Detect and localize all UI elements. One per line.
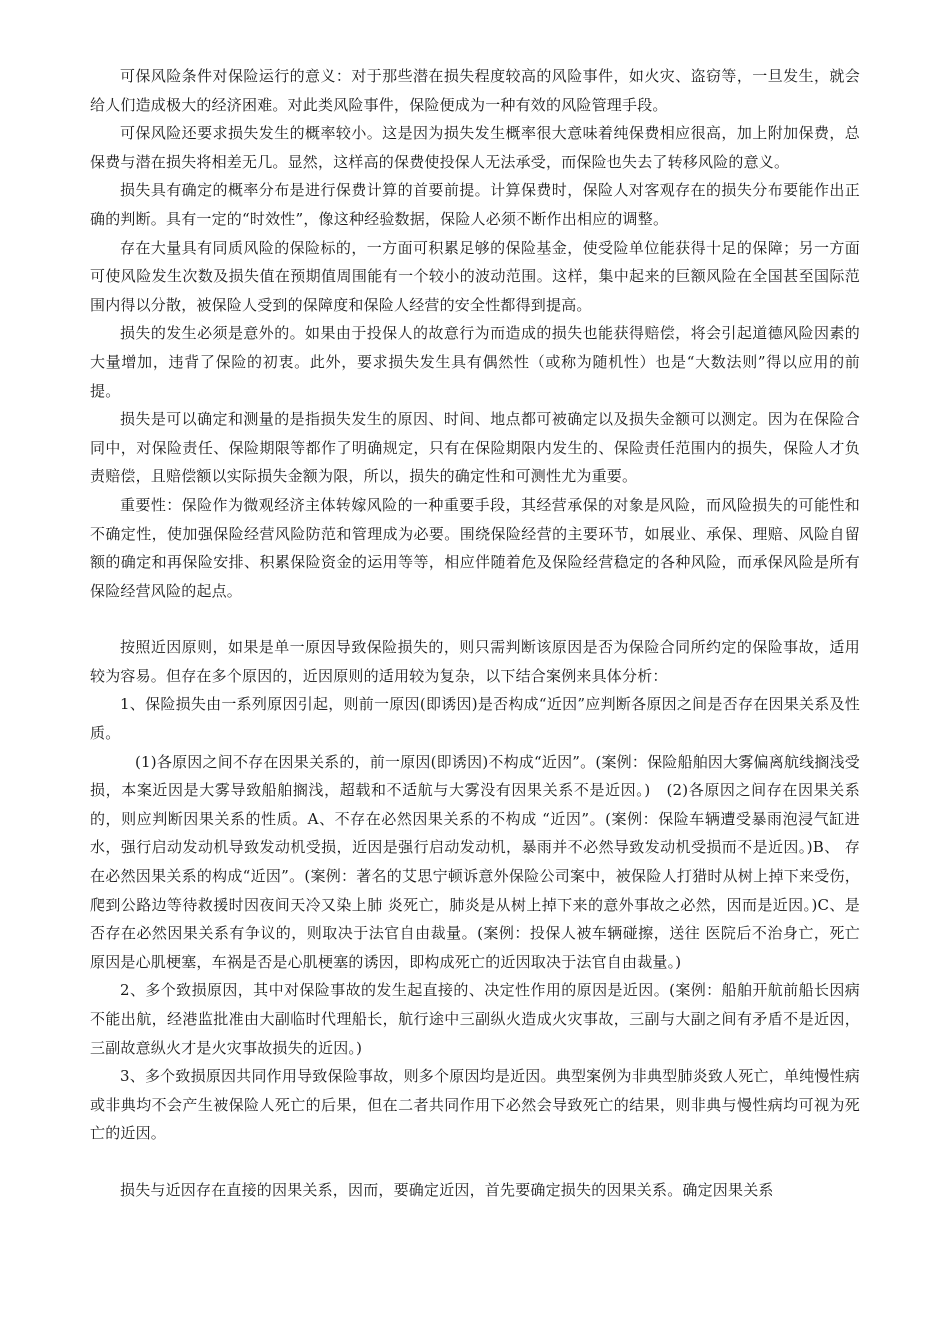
paragraph-causal-relationship: 损失与近因存在直接的因果关系，因而，要确定近因，首先要确定损失的因果关系。确定因果关系 <box>120 1180 774 1199</box>
paragraph-measurable-loss: 损失是可以确定和测量的是指损失发生的原因、时间、地点都可被确定以及损失金额可以测定。因为在保险合同中，对保险责任、保险期限等都作了明确规定，只有在保险期限内发生的、保险责任范围内的损失，保险人才负责赔偿，且赔偿额以实际损失金额为限，所以，损失的确定性和可测性尤为重要。 <box>90 410 860 486</box>
paragraph-proximate-cause-intro: 按照近因原则，如果是单一原因导致保险损失的，则只需判断该原因是否为保险合同所约定的保险事故，适用较为容易。但存在多个原因的，近因原则的适用较为复杂，以下结合案例来具体分析： <box>90 638 860 685</box>
paragraph-homogeneous-risks: 存在大量具有同质风险的保险标的，一方面可积累足够的保险基金，使受险单位能获得十足的保障；另一方面可使风险发生次数及损失值在预期值周围能有一个较小的波动范围。这样，集中起来的巨额风险在全国甚至国际范围内得以分散，被保险人受到的保障度和保险人经营的安全性都得到提高。 <box>90 238 860 314</box>
paragraph-case-1-details: (1)各原因之间不存在因果关系的，前一原因(即诱因)不构成“近因”。(案例：保险船舶因大雾偏离航线搁浅受损，本案近因是大雾导致船舶搁浅，超载和不适航与大雾没有因果关系不是近因。) (2)各原因之间存在因果关系的，则应判断因果关系的性质。A、不存在必然因果关系的不构成 “近因”。(案例：保险车辆遭受暴雨泡浸气缸进水，强行启动发动机导致发动机受损，近因是强行启动发动机，暴雨并不必然导致发动机受损而不是近因。)B、 存在必然因果关系的构成“近因”。(案例：著名的艾思宁顿诉意外保险公司案中，被保险人打猎时从树上掉下来受伤，爬到公路边等待救援时因夜间天冷又染上肺 炎死亡，肺炎是从树上掉下来的意外事故之必然，因而是近因。)C、是否存在必然因果关系有争议的，则取决于法官自由裁量。(案例：投保人被车辆碰擦，送往 医院后不治身亡，死亡原因是心肌梗塞，车祸是否是心肌梗塞的诱因，即构成死亡的近因取决于法官自由裁量。) <box>90 752 860 971</box>
section-gap <box>90 1148 860 1176</box>
paragraph-case-2: 2、多个致损原因，其中对保险事故的发生起直接的、决定性作用的原因是近因。(案例：船舶开航前船长因病不能出航，经港监批准由大副临时代理船长，航行途中三副纵火造成火灾事故，三副与大副之间有矛盾不是近因，三副故意纵火才是火灾事故损失的近因。) <box>90 981 860 1057</box>
paragraph-low-loss-probability: 可保风险还要求损失发生的概率较小。这是因为损失发生概率很大意味着纯保费相应很高，加上附加保费，总保费与潜在损失将相差无几。显然，这样高的保费使投保人无法承受，而保险也失去了转移风险的意义。 <box>90 124 860 171</box>
paragraph-accidental-loss: 损失的发生必须是意外的。如果由于投保人的故意行为而造成的损失也能获得赔偿，将会引起道德风险因素的大量增加，违背了保险的初衷。此外，要求损失发生具有偶然性（或称为随机性）也是“大数法则”得以应用的前提。 <box>90 324 860 400</box>
paragraph-probability-distribution: 损失具有确定的概率分布是进行保费计算的首要前提。计算保费时，保险人对客观存在的损失分布要能作出正确的判断。具有一定的“时效性”，像这种经验数据，保险人必须不断作出相应的调整。 <box>90 181 860 228</box>
document-page <box>90 62 860 1205</box>
section-gap <box>90 605 860 633</box>
paragraph-case-3: 3、多个致损原因共同作用导致保险事故，则多个原因均是近因。典型案例为非典型肺炎致人死亡，单纯慢性病或非典均不会产生被保险人死亡的后果，但在二者共同作用下必然会导致死亡的结果，则非典与慢性病均可视为死亡的近因。 <box>90 1067 860 1143</box>
paragraph-importance: 重要性：保险作为微观经济主体转嫁风险的一种重要手段，其经营承保的对象是风险，而风险损失的可能性和不确定性，使加强保险经营风险防范和管理成为必要。围绕保险经营的主要环节，如展业、承保、理赔、风险自留额的确定和再保险安排、积累保险资金的运用等等，相应伴随着危及保险经营稳定的各种风险，而承保风险是所有保险经营风险的起点。 <box>90 495 860 600</box>
paragraph-insurable-risk-significance: 可保风险条件对保险运行的意义：对于那些潜在损失程度较高的风险事件，如火灾、盗窃等，一旦发生，就会给人们造成极大的经济困难。对此类风险事件，保险便成为一种有效的风险管理手段。 <box>90 67 860 114</box>
paragraph-case-1: 1、保险损失由一系列原因引起，则前一原因(即诱因)是否构成“近因”应判断各原因之间是否存在因果关系及性质。 <box>90 695 860 743</box>
